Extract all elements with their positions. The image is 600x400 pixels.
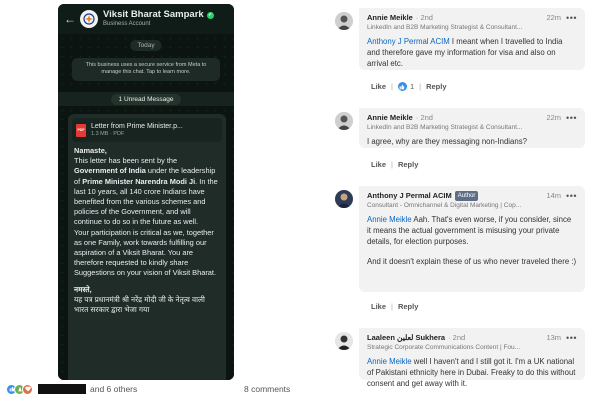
message-hindi-greeting: नमस्ते, bbox=[74, 284, 92, 294]
comment-text bbox=[367, 36, 577, 69]
avatar[interactable] bbox=[335, 112, 353, 130]
comment-author[interactable]: Annie Meikle bbox=[367, 113, 413, 122]
more-options-icon[interactable]: ••• bbox=[566, 13, 577, 23]
reply-button[interactable]: Reply bbox=[397, 302, 419, 311]
comment-body: I meant when I travelled to India and therefore gave my information for visa and also on arrival etc. bbox=[367, 37, 563, 68]
reply-button[interactable]: Reply bbox=[426, 82, 447, 91]
whatsapp-screenshot bbox=[58, 4, 234, 380]
unread-label: 1 Unread Message bbox=[111, 94, 182, 105]
comment-time: 14m bbox=[546, 191, 562, 200]
thumbs-up-icon[interactable] bbox=[398, 82, 407, 91]
contact-name[interactable]: Viksit Bharat Sampark bbox=[103, 9, 204, 21]
comment-2 bbox=[335, 108, 585, 170]
comment-actions: Like | Reply bbox=[371, 160, 419, 169]
message-p1-a: This letter has been sent by the bbox=[74, 156, 178, 166]
comment-text bbox=[367, 214, 577, 247]
reactions-others[interactable]: and 6 others bbox=[90, 384, 138, 394]
message-hindi-text: यह पत्र प्रधानमंत्री श्री नरेंद्र मोदी जी के नेतृत्व वाली भारत सरकार द्वारा भेजा गया bbox=[74, 294, 205, 315]
reaction-count[interactable]: 1 bbox=[409, 82, 415, 91]
more-options-icon[interactable]: ••• bbox=[566, 113, 577, 123]
person-photo-icon bbox=[335, 12, 353, 30]
avatar[interactable] bbox=[335, 332, 353, 350]
redacted-name bbox=[38, 384, 86, 394]
author-badge: Author bbox=[455, 191, 479, 201]
message-bubble[interactable] bbox=[68, 114, 226, 380]
pdf-file-icon: PDF bbox=[76, 124, 86, 137]
message-p1-e: . In the last 10 years, all 140 crore Indians have benefited from the various schemes and policies of the Government, and will continue to do so in the future as well. bbox=[74, 176, 218, 227]
comment-card bbox=[359, 186, 585, 292]
message-text bbox=[72, 146, 222, 315]
like-button[interactable]: Like bbox=[371, 160, 387, 169]
attachment-meta: 1.3 MB · PDF bbox=[91, 130, 125, 137]
comment-author[interactable]: Annie Meikle bbox=[367, 13, 413, 22]
avatar[interactable] bbox=[335, 12, 353, 30]
mention-link[interactable]: Anthony J Permal ACIM bbox=[367, 37, 450, 46]
connection-degree: · 2nd bbox=[415, 113, 433, 122]
comment-body: I agree, why are they messaging non-Indians? bbox=[367, 137, 527, 146]
message-p2: Your participation is critical as we, together as one Family, work towards fulfilling our aspiration of a Viksit Bharat. You are therefore requested to kindly share Suggestions on your vision of Viksit Bharat. bbox=[74, 227, 217, 278]
comment-body-2: And it doesn't explain these of us who never traveled there :) bbox=[367, 257, 577, 266]
author-headline: Consultant - Omnichannel & Digital Marketing | Cop... bbox=[367, 202, 522, 209]
comment-4 bbox=[335, 328, 585, 388]
avatar[interactable] bbox=[335, 190, 353, 208]
post-social-bar bbox=[6, 382, 596, 396]
comment-author[interactable]: Laaleen لعلين Sukhera bbox=[367, 333, 446, 342]
business-notice[interactable]: This business uses a secure service from Meta to manage this chat. Tap to learn more. bbox=[72, 58, 220, 81]
connection-degree: · 2nd bbox=[415, 13, 433, 22]
mention-link[interactable]: Annie Meikle bbox=[367, 215, 412, 224]
like-button[interactable]: Like bbox=[371, 302, 387, 311]
comment-time: 13m bbox=[546, 333, 562, 342]
emblem-icon bbox=[82, 12, 96, 26]
message-greeting: Namaste, bbox=[74, 146, 107, 155]
message-p1-b: Government of India bbox=[74, 166, 146, 176]
comment-time: 22m bbox=[546, 13, 562, 22]
connection-degree: · 2nd bbox=[448, 333, 466, 342]
more-options-icon[interactable]: ••• bbox=[566, 191, 577, 201]
comment-actions: Like | Reply bbox=[371, 302, 419, 311]
author-headline: Strategic Corporate Communications Content | Fou... bbox=[367, 344, 521, 351]
comment-time: 22m bbox=[546, 113, 562, 122]
comment-body: Aah. That's even worse, if you consider, since it means the actual government is misusing your private details, for election purposes. bbox=[367, 215, 572, 246]
comment-1 bbox=[335, 8, 585, 98]
verified-check-icon: ✓ bbox=[208, 12, 213, 19]
back-arrow-icon[interactable]: ← bbox=[64, 12, 76, 26]
author-headline: LinkedIn and B2B Marketing Strategist & Consultant... bbox=[367, 24, 523, 31]
mention-link[interactable]: Annie Meikle bbox=[367, 357, 412, 366]
comments-count[interactable]: 8 comments bbox=[244, 384, 291, 394]
more-options-icon[interactable]: ••• bbox=[566, 333, 577, 343]
message-p1-d: Prime Minister Narendra Modi Ji bbox=[82, 176, 196, 186]
pdf-attachment[interactable] bbox=[72, 118, 222, 142]
person-photo-icon bbox=[335, 190, 353, 208]
reply-button[interactable]: Reply bbox=[397, 160, 419, 169]
comment-body: well I haven't and I still got it. I'm a UK national of Pakistani ethnicity here in Dubai. Freaky to do this without consent and get away with it. bbox=[367, 357, 576, 388]
love-reaction-icon[interactable] bbox=[22, 384, 33, 395]
contact-subtitle: Business Account bbox=[103, 20, 151, 27]
comment-card bbox=[359, 8, 585, 70]
comment-3 bbox=[335, 186, 585, 316]
message-p1-c: under the leadership of bbox=[74, 166, 216, 186]
contact-avatar[interactable] bbox=[80, 10, 98, 28]
person-photo-icon bbox=[335, 332, 353, 350]
date-chip: Today bbox=[130, 40, 161, 51]
whatsapp-chat-header bbox=[58, 4, 234, 34]
author-headline: LinkedIn and B2B Marketing Strategist & Consultant... bbox=[367, 124, 523, 131]
like-button[interactable]: Like bbox=[371, 82, 387, 91]
chat-area[interactable] bbox=[58, 34, 234, 380]
comment-author[interactable]: Anthony J Permal ACIM bbox=[367, 191, 452, 200]
comment-actions: Like | 1 | Reply bbox=[371, 82, 447, 91]
attachment-name: Letter from Prime Minister.p... bbox=[91, 123, 183, 131]
comment-card bbox=[359, 108, 585, 148]
unread-divider bbox=[58, 92, 234, 106]
comment-card bbox=[359, 328, 585, 388]
person-photo-icon bbox=[335, 112, 353, 130]
